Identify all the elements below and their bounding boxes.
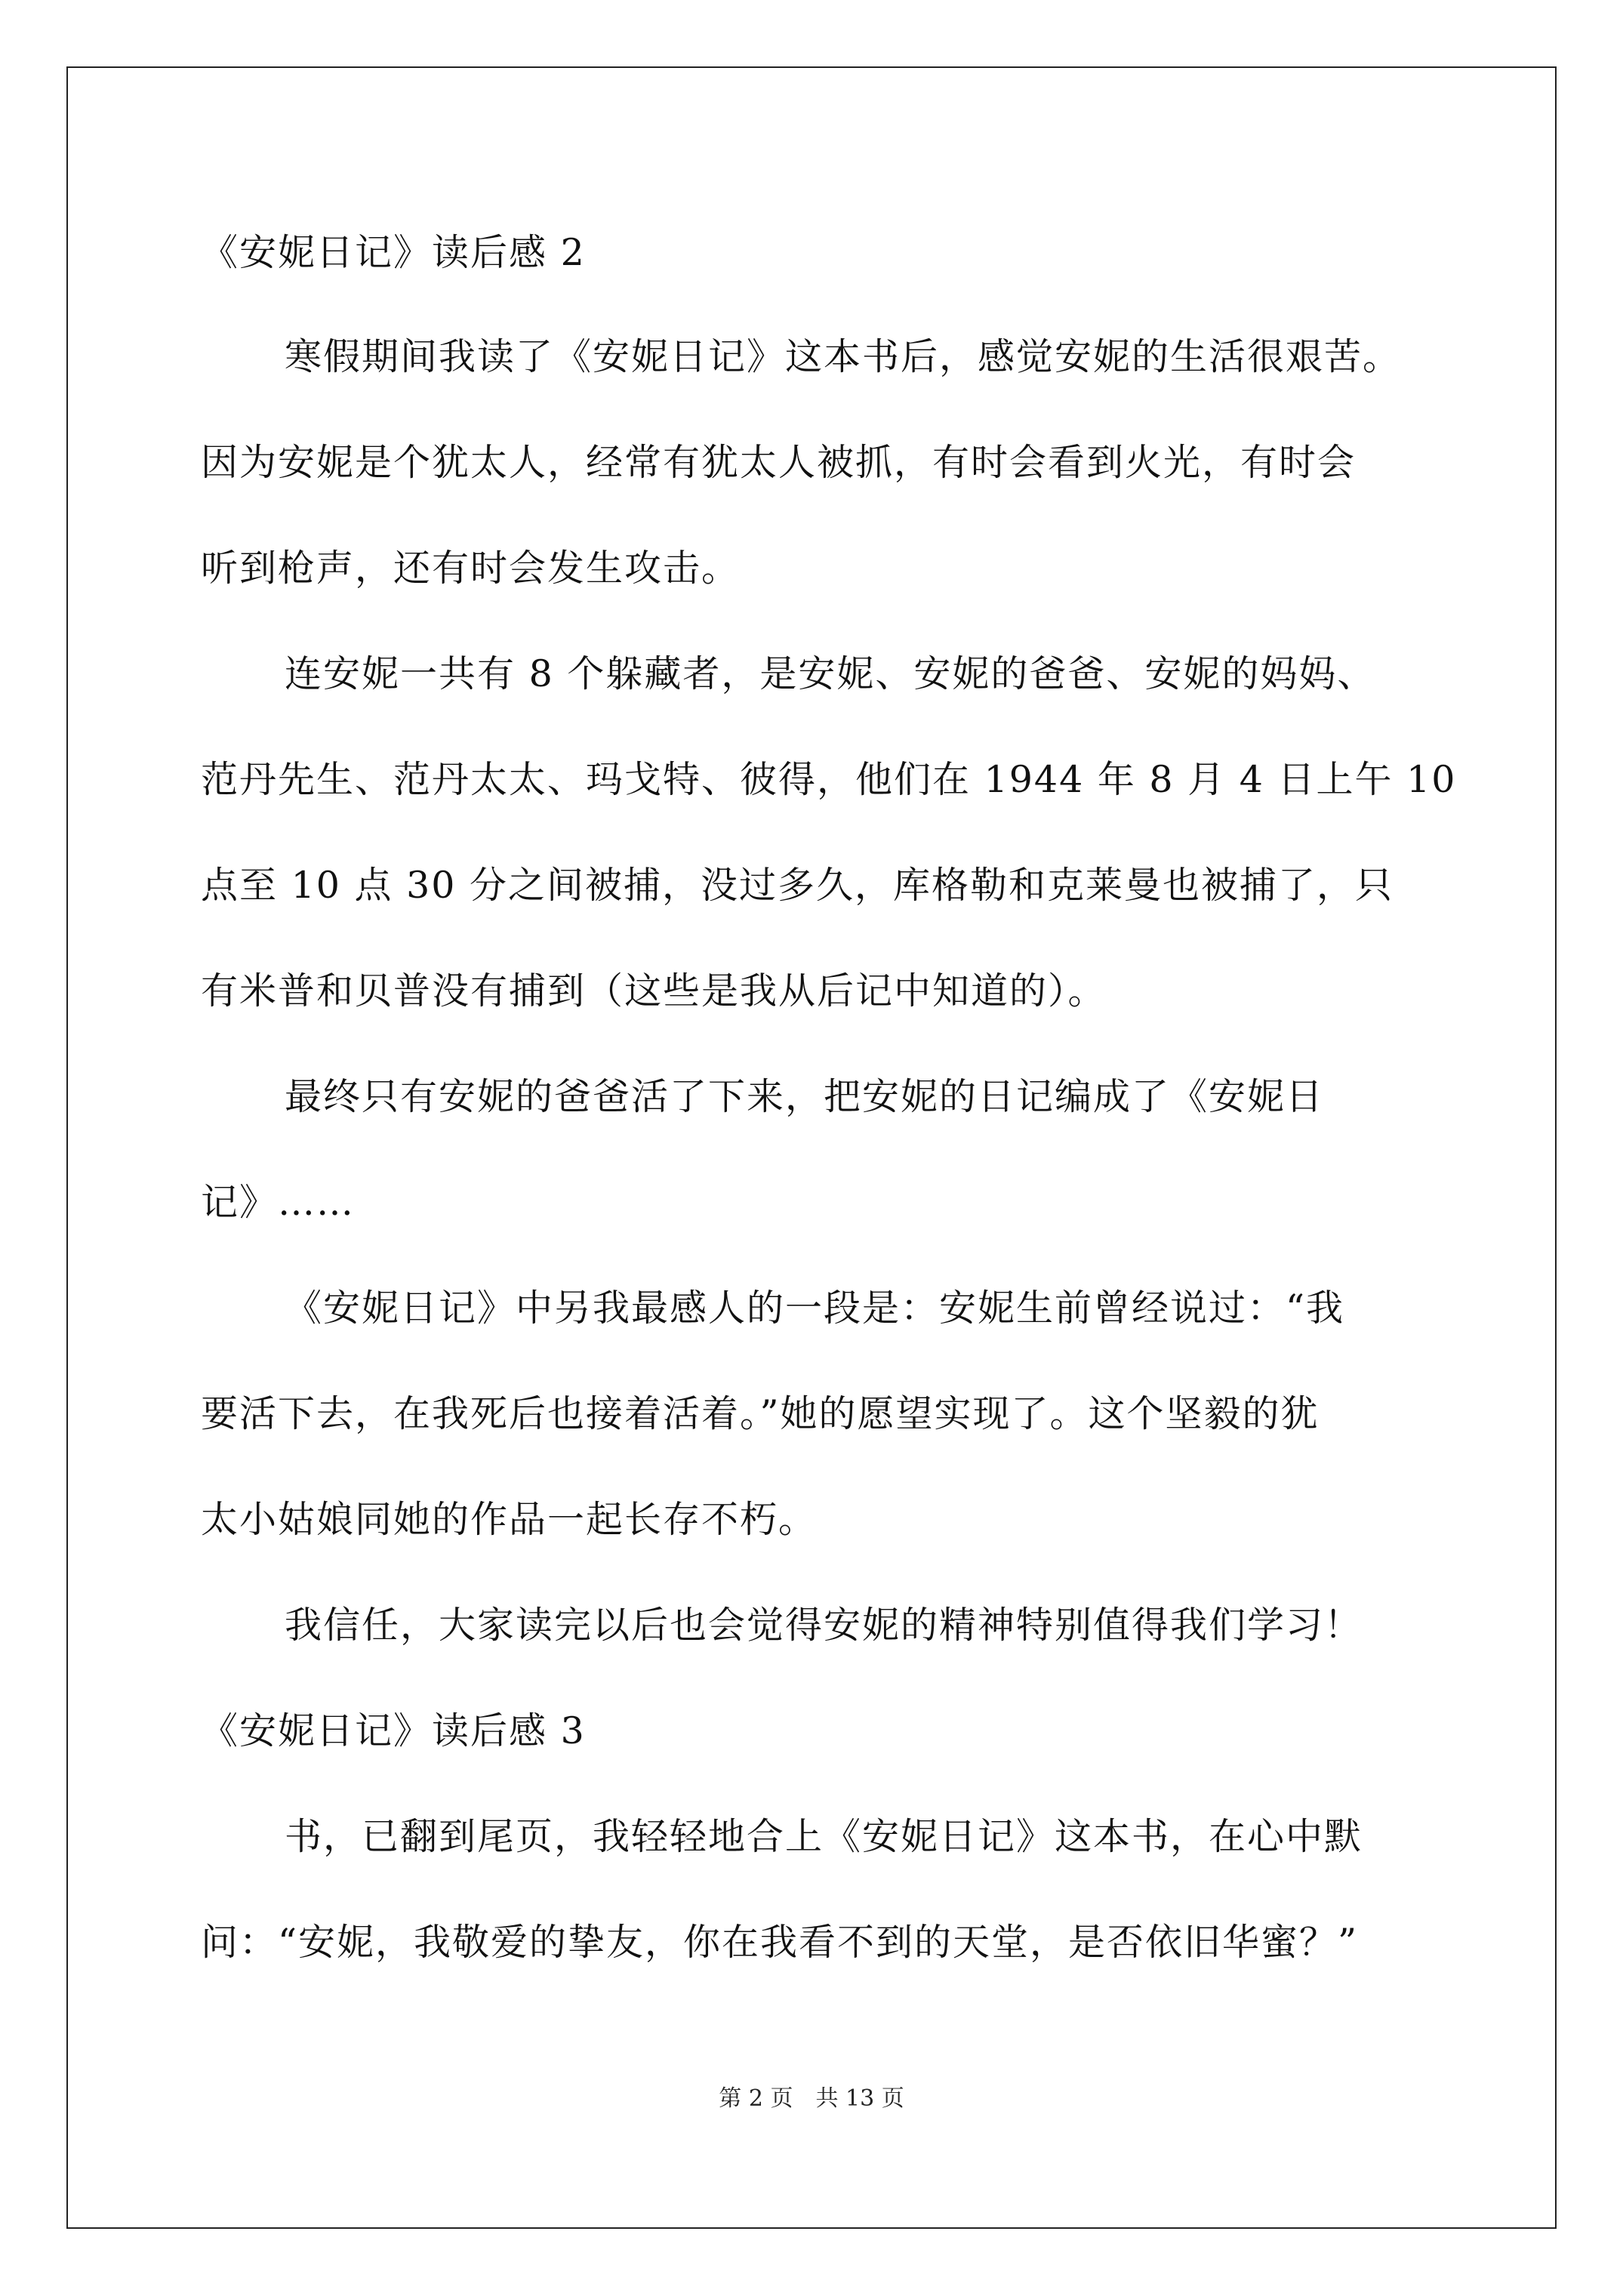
paragraph-line: 书，已翻到尾页，我轻轻地合上《安妮日记》这本书，在心中默	[285, 1815, 1363, 1858]
paragraph-line: 《安妮日记》中另我最感人的一段是：安妮生前曾经说过：“我	[285, 1287, 1345, 1330]
paragraph-line: 我信任，大家读完以后也会觉得安妮的精神特别值得我们学习！	[285, 1604, 1363, 1647]
page-number-footer: 第 2 页 共 13 页	[719, 2085, 904, 2112]
section-title-3: 《安妮日记》读后感 3	[201, 1709, 586, 1752]
paragraph-line: 寒假期间我读了《安妮日记》这本书后，感觉安妮的生活很艰苦。	[285, 335, 1402, 378]
paragraph-line: 太小姑娘同她的作品一起长存不朽。	[201, 1498, 818, 1541]
paragraph-line: 最终只有安妮的爸爸活了下来，把安妮的日记编成了《安妮日	[285, 1075, 1325, 1118]
paragraph-line: 听到枪声，还有时会发生攻击。	[201, 547, 741, 590]
paragraph-line: 有米普和贝普没有捕到（这些是我从后记中知道的）。	[201, 969, 1107, 1012]
paragraph-line: 连安妮一共有 8 个躲藏者，是安妮、安妮的爸爸、安妮的妈妈、	[285, 652, 1376, 695]
section-title-2: 《安妮日记》读后感 2	[201, 231, 586, 274]
paragraph-line: 问：“安妮，我敬爱的挚友，你在我看不到的天堂，是否依旧华蜜？”	[201, 1921, 1359, 1964]
page-frame	[66, 66, 1557, 2229]
paragraph-line: 点至 10 点 30 分之间被捕，没过多久，库格勒和克莱曼也被捕了，只	[201, 864, 1394, 907]
paragraph-line: 记》……	[201, 1181, 356, 1224]
paragraph-line: 因为安妮是个犹太人，经常有犹太人被抓，有时会看到火光，有时会	[201, 441, 1357, 484]
paragraph-line: 要活下去，在我死后也接着活着。”她的愿望实现了。这个坚毅的犹	[201, 1392, 1320, 1435]
paragraph-line: 范丹先生、范丹太太、玛戈特、彼得，他们在 1944 年 8 月 4 日上午 10	[201, 758, 1457, 801]
